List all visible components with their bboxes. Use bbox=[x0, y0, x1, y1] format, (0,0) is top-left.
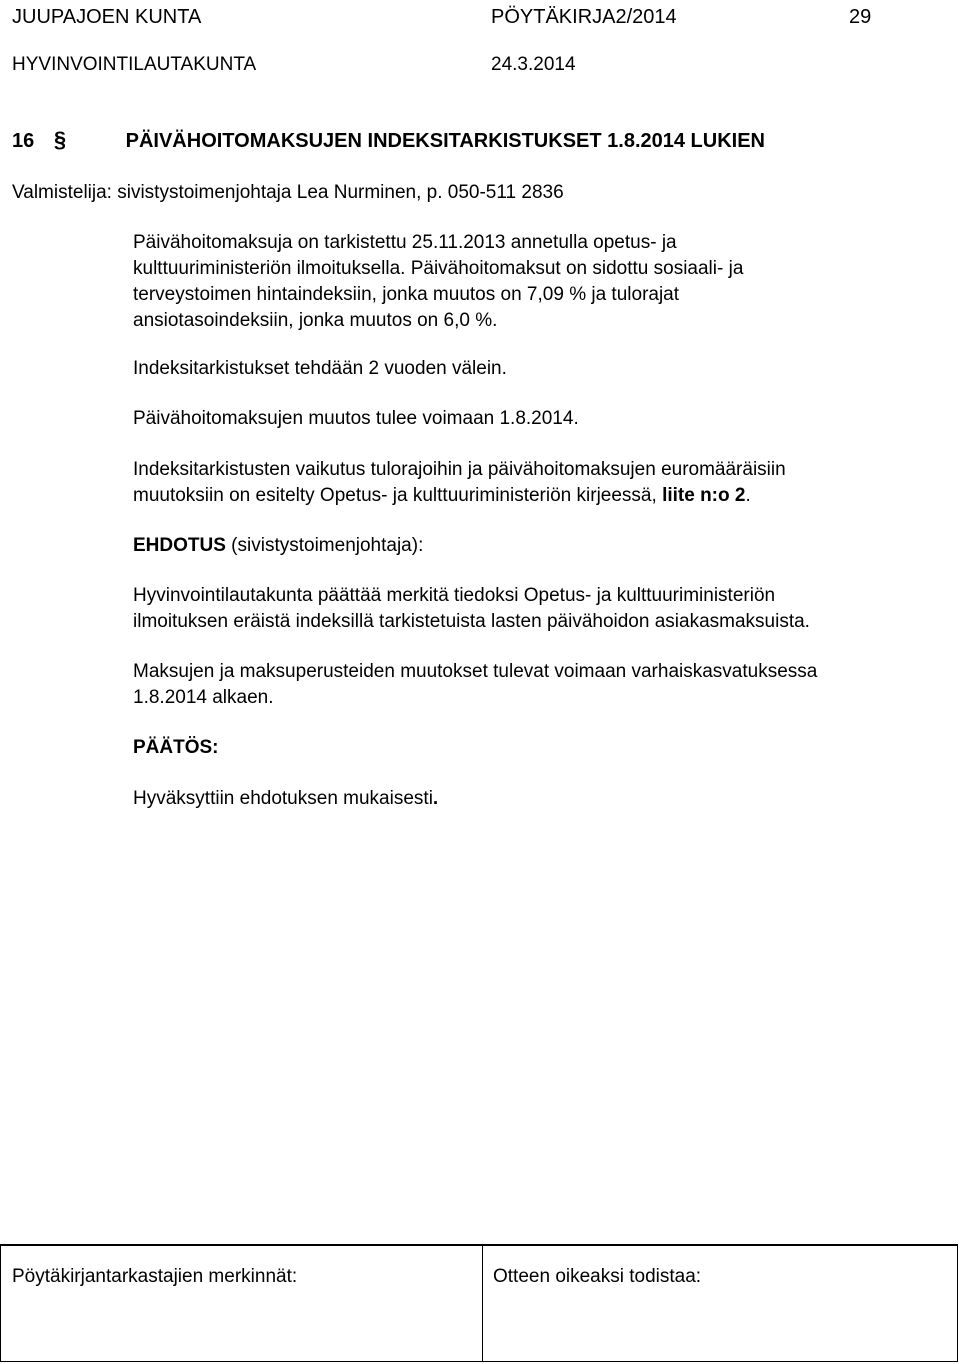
reviewers-notes-label: Pöytäkirjantarkastajien merkinnät: bbox=[12, 1266, 298, 1287]
decision-text bbox=[133, 786, 933, 812]
paragraph-line: ilmoituksen eräistä indeksillä tarkistetuista lasten päivähoidon asiakasmaksuista. bbox=[133, 611, 810, 632]
section-symbol: § bbox=[53, 127, 67, 152]
proposal-paragraph-2 bbox=[133, 659, 933, 711]
paragraph-line: Indeksitarkistusten vaikutus tulorajoihin ja päivähoitomaksujen euromääräisiin bbox=[133, 459, 786, 480]
paragraph-text: muutoksiin on esitelty Opetus- ja kulttuuriministeriön kirjeessä, bbox=[133, 485, 663, 506]
certified-copy-label: Otteen oikeaksi todistaa: bbox=[493, 1266, 702, 1287]
section-title: PÄIVÄHOITOMAKSUJEN INDEKSITARKISTUKSET 1.8.2014 LUKIEN bbox=[125, 130, 765, 152]
paragraph-period: . bbox=[745, 485, 751, 506]
paragraph-line: ansiotasoindeksiin, jonka muutos on 6,0 %. bbox=[133, 310, 498, 331]
paragraph-line: 1.8.2014 alkaen. bbox=[133, 687, 274, 708]
paragraph-line: Maksujen ja maksuperusteiden muutokset tulevat voimaan varhaiskasvatuksessa bbox=[133, 661, 818, 682]
document-number: PÖYTÄKIRJA2/2014 bbox=[491, 6, 677, 28]
municipality-name: JUUPAJOEN KUNTA bbox=[12, 6, 202, 28]
review-interval-paragraph: Indeksitarkistukset tehdään 2 vuoden välein. bbox=[133, 358, 507, 379]
signature-divider bbox=[482, 1246, 483, 1361]
proposal-label: EHDOTUS bbox=[133, 535, 226, 556]
effective-date-paragraph: Päivähoitomaksujen muutos tulee voimaan 1.8.2014. bbox=[133, 408, 579, 429]
decision-body: Hyväksyttiin ehdotuksen mukaisesti bbox=[133, 788, 433, 809]
board-name: HYVINVOINTILAUTAKUNTA bbox=[12, 54, 257, 75]
decision-label: PÄÄTÖS: bbox=[133, 737, 219, 758]
decision-period: . bbox=[432, 788, 439, 809]
paragraph-line: terveystoimen hintaindeksiin, jonka muutos on 7,09 % ja tulorajat bbox=[133, 284, 680, 305]
preparer-line: Valmistelija: sivistystoimenjohtaja Lea Nurminen, p. 050-511 2836 bbox=[12, 182, 564, 203]
background-paragraph bbox=[133, 230, 933, 334]
section-number: 16 bbox=[12, 130, 35, 152]
attachment-reference: liite n:o 2 bbox=[662, 485, 746, 506]
paragraph-line: kulttuuriministeriön ilmoituksella. Päivähoitomaksut on sidottu sosiaali- ja bbox=[133, 258, 744, 279]
meeting-date: 24.3.2014 bbox=[491, 54, 576, 75]
proposal-heading bbox=[133, 533, 933, 559]
signature-box bbox=[0, 1244, 958, 1362]
proposal-by: (sivistystoimenjohtaja): bbox=[225, 535, 424, 556]
section-heading bbox=[12, 127, 765, 154]
paragraph-line bbox=[133, 483, 933, 509]
proposal-paragraph-1 bbox=[133, 583, 933, 635]
impact-paragraph bbox=[133, 457, 933, 509]
page-number: 29 bbox=[849, 6, 872, 28]
paragraph-line: Päivähoitomaksuja on tarkistettu 25.11.2013 annetulla opetus- ja bbox=[133, 232, 677, 253]
paragraph-line: Hyvinvointilautakunta päättää merkitä tiedoksi Opetus- ja kulttuuriministeriön bbox=[133, 585, 776, 606]
